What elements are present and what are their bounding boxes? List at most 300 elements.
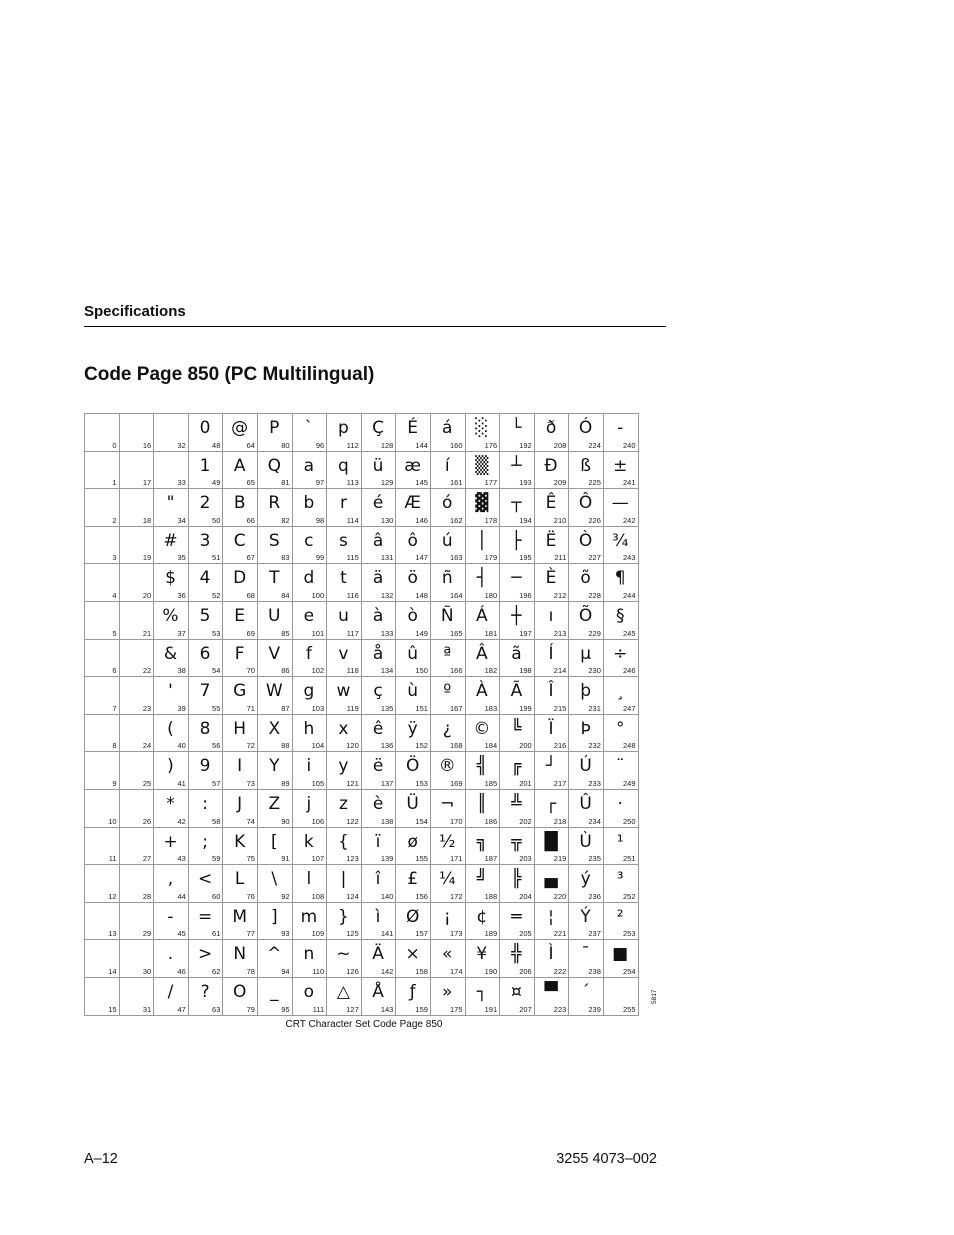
char-code: 185 [484,778,498,788]
char-glyph: o [303,981,315,1002]
char-cell [361,752,396,790]
char-glyph: └ [511,418,522,438]
char-code: 194 [519,515,532,525]
char-code: 175 [450,1004,463,1014]
char-glyph: ë [372,756,384,777]
char-code: 193 [519,478,532,488]
char-cell [534,451,569,489]
char-cell [223,902,258,940]
char-glyph: ı [548,605,554,626]
char-code: 196 [519,590,532,600]
table-caption: CRT Character Set Code Page 850 [285,1019,443,1030]
char-code: 176 [484,440,498,450]
char-glyph: / [167,981,174,1002]
char-glyph: + [163,831,178,852]
char-glyph: ╝ [476,869,487,890]
char-cell [257,902,292,940]
char-glyph: ½ [438,831,456,852]
char-code: 149 [415,628,428,638]
table-row [85,564,639,602]
char-code: 34 [177,515,186,525]
char-code: 169 [450,778,463,788]
char-cell [500,977,535,1015]
char-glyph: í [444,455,450,476]
char-glyph: é [372,493,384,514]
char-cell [292,827,327,865]
char-code: 163 [450,553,463,563]
char-code: 42 [177,816,186,826]
char-code: 46 [177,966,186,976]
char-glyph: ╩ [511,793,522,814]
char-glyph: h [303,718,315,739]
char-cell [430,414,465,452]
char-code: 238 [588,966,601,976]
char-code: 31 [142,1004,152,1014]
char-glyph: ¨ [615,756,625,777]
char-glyph: º [443,681,452,702]
char-code: 130 [380,515,394,525]
char-code: 117 [346,628,359,638]
char-code: 235 [588,854,601,864]
char-code: 50 [212,515,221,525]
char-cell [534,601,569,639]
char-cell [327,526,362,564]
char-cell [119,451,154,489]
running-header: Specifications [84,303,186,320]
document-number: 3255 4073–002 [556,1151,657,1167]
char-code: 7 [112,703,117,713]
char-cell [85,677,120,715]
char-code: 22 [142,666,152,676]
char-cell [257,752,292,790]
char-glyph: ╬ [511,944,522,965]
char-glyph: ` [304,418,314,438]
char-glyph: ã [511,643,522,664]
char-code: 79 [246,1004,255,1014]
char-cell [430,752,465,790]
char-cell [569,451,604,489]
char-code: 102 [311,666,325,676]
char-code: 224 [588,440,601,450]
char-glyph: Ý [580,906,591,927]
char-glyph: Å [372,981,384,1002]
char-code: 71 [246,703,255,713]
table-row [85,601,639,639]
char-code: 108 [311,891,325,901]
char-code: 17 [142,478,152,488]
char-cell [430,827,465,865]
char-cell [327,789,362,827]
char-cell [569,526,604,564]
char-code: 190 [484,966,498,976]
char-code: 170 [450,816,463,826]
char-code: 53 [212,628,221,638]
char-glyph: ' [168,681,173,702]
char-cell [154,940,189,978]
char-glyph: 1 [199,455,211,476]
char-cell [465,789,500,827]
char-glyph: Û [579,793,592,814]
char-cell [500,827,535,865]
char-glyph: b [303,493,315,514]
char-cell [569,865,604,903]
char-code: 231 [588,703,601,713]
char-glyph: ¼ [438,869,456,890]
char-cell [292,601,327,639]
char-code: 39 [177,703,186,713]
char-code: 57 [212,778,221,788]
char-code: 220 [553,891,567,901]
char-cell [361,714,396,752]
char-code: 201 [519,778,532,788]
char-code: 192 [519,440,532,450]
char-cell [603,564,638,602]
char-code: 124 [346,891,359,901]
char-code: 158 [415,966,428,976]
char-glyph: H [233,718,247,739]
char-code: 111 [312,1004,325,1014]
char-code: 28 [142,891,152,901]
char-glyph: ± [613,455,628,476]
char-glyph: v [338,643,349,664]
char-code: 36 [177,590,186,600]
char-glyph: T [269,568,280,589]
char-code: 167 [450,703,463,713]
char-glyph: ³ [616,869,624,890]
char-code: 212 [553,590,567,600]
char-code: 96 [315,440,325,450]
char-code: 64 [246,440,255,450]
char-code: 145 [415,478,428,488]
char-code: 86 [281,666,290,676]
char-cell [85,865,120,903]
char-cell [430,564,465,602]
char-cell [465,489,500,527]
char-code: 113 [346,478,359,488]
char-code: 179 [484,553,498,563]
char-glyph: ├ [511,530,522,551]
char-glyph: j [306,793,312,814]
char-glyph: P [269,418,280,438]
char-code: 126 [346,966,359,976]
char-cell [257,977,292,1015]
char-code: 127 [346,1004,359,1014]
table-row [85,827,639,865]
char-cell [119,827,154,865]
char-cell [292,714,327,752]
char-cell [119,639,154,677]
char-code: 139 [380,854,394,864]
char-cell [85,827,120,865]
char-code: 148 [415,590,428,600]
char-cell [430,940,465,978]
char-cell [223,451,258,489]
char-cell [603,451,638,489]
char-code: 186 [484,816,498,826]
char-cell [603,752,638,790]
char-glyph: è [372,793,384,814]
char-cell [500,789,535,827]
char-code: 244 [622,590,636,600]
char-cell [534,489,569,527]
char-cell [465,865,500,903]
char-code: 33 [177,478,186,488]
char-code: 83 [281,553,290,563]
char-cell [396,677,431,715]
char-code: 129 [380,478,394,488]
char-cell [465,414,500,452]
char-code: 208 [553,440,567,450]
char-cell [361,489,396,527]
char-cell [257,789,292,827]
char-code: 87 [281,703,290,713]
char-glyph: ¿ [442,718,452,739]
table-row [85,414,639,452]
char-glyph: x [338,718,349,739]
char-cell [154,827,189,865]
char-glyph: ( [167,718,174,739]
char-cell [361,902,396,940]
char-code: 233 [588,778,601,788]
char-code: 72 [246,741,255,751]
char-code: 183 [484,703,498,713]
char-code: 9 [112,778,117,788]
char-cell [500,451,535,489]
char-glyph: ì [375,906,381,927]
char-glyph: L [234,869,245,890]
char-glyph: Q [267,455,281,476]
char-cell [85,714,120,752]
char-code: 180 [484,590,498,600]
char-cell [154,639,189,677]
char-glyph: ┘ [545,756,557,777]
char-glyph: ┴ [511,455,522,476]
char-glyph: æ [404,455,421,476]
char-glyph: , [167,869,174,890]
char-cell [396,564,431,602]
char-cell [361,865,396,903]
char-cell [500,902,535,940]
char-cell [603,902,638,940]
char-code: 206 [519,966,532,976]
char-glyph: ú [441,530,453,551]
char-cell [430,489,465,527]
char-glyph: Ü [406,793,419,814]
char-cell [500,714,535,752]
char-code: 215 [553,703,567,713]
char-glyph: D [233,568,247,589]
char-cell [223,414,258,452]
char-cell [188,451,223,489]
char-code: 128 [380,440,394,450]
char-glyph: ÷ [613,643,628,664]
char-cell [292,451,327,489]
char-cell [465,940,500,978]
char-cell [292,865,327,903]
char-cell [85,489,120,527]
char-glyph: ® [438,756,456,777]
char-code: 119 [346,703,359,713]
char-glyph: ▓ [475,493,489,514]
char-cell [500,414,535,452]
char-glyph: Ú [579,756,592,777]
char-code: 90 [281,816,290,826]
char-cell [465,714,500,752]
char-glyph: t [340,568,347,589]
char-code: 92 [281,891,290,901]
char-code: 20 [142,590,152,600]
char-code: 107 [311,854,325,864]
char-cell [292,902,327,940]
char-cell [188,977,223,1015]
char-code: 125 [346,929,359,939]
char-glyph: l [306,869,312,890]
char-cell [188,902,223,940]
char-cell [569,977,604,1015]
char-glyph: ä [372,568,384,589]
char-glyph: O [232,981,247,1002]
char-glyph: 9 [199,756,211,777]
char-cell [292,677,327,715]
char-code: 218 [553,816,567,826]
char-cell [292,789,327,827]
table-row [85,865,639,903]
char-code: 166 [450,666,463,676]
char-cell [119,489,154,527]
char-cell [292,639,327,677]
char-cell [85,940,120,978]
char-code: 177 [484,478,498,488]
char-glyph: ó [442,493,453,514]
char-glyph: ╗ [476,831,487,852]
char-code: 195 [519,553,532,563]
char-code: 202 [519,816,532,826]
char-glyph: ) [167,756,174,777]
char-glyph: E [234,605,246,626]
char-glyph: À [476,681,488,702]
char-code: 234 [588,816,601,826]
char-cell [292,489,327,527]
char-code: 122 [346,816,359,826]
char-cell [569,827,604,865]
char-glyph: ª [443,643,452,664]
char-cell [465,564,500,602]
char-glyph: Ã [510,681,523,702]
char-cell [154,865,189,903]
char-cell [396,789,431,827]
char-code: 91 [281,854,290,864]
char-cell [603,714,638,752]
char-cell [119,714,154,752]
char-cell [85,414,120,452]
char-code: 237 [588,929,601,939]
char-cell [465,977,500,1015]
char-code: 242 [622,515,636,525]
char-cell [327,977,362,1015]
char-cell [327,414,362,452]
table-row [85,977,639,1015]
char-glyph: Ï [548,718,554,739]
char-cell [430,639,465,677]
char-cell [430,714,465,752]
char-cell [396,865,431,903]
char-cell [603,865,638,903]
char-glyph: │ [476,530,487,551]
char-glyph: B [233,493,246,514]
char-cell [257,414,292,452]
char-code: 134 [380,666,394,676]
char-glyph: m [300,906,318,927]
char-code: 78 [246,966,255,976]
char-code: 230 [588,666,601,676]
char-code: 67 [246,553,255,563]
char-code: 209 [553,478,567,488]
char-code: 49 [212,478,221,488]
char-code: 0 [112,440,117,450]
char-code: 23 [142,703,152,713]
table-row [85,789,639,827]
char-glyph: Ô [578,493,593,514]
char-cell [430,865,465,903]
char-cell [534,789,569,827]
char-glyph: ^ [267,944,282,965]
char-cell [465,752,500,790]
char-code: 114 [346,515,359,525]
char-code: 65 [246,478,255,488]
char-glyph: ý [580,869,591,890]
char-code: 12 [108,891,117,901]
char-cell [188,940,223,978]
char-glyph: » [442,981,453,1002]
char-code: 187 [484,854,498,864]
char-cell [223,489,258,527]
char-glyph: ð [545,418,557,438]
char-glyph: É [407,418,419,438]
char-cell [292,940,327,978]
char-glyph: Z [268,793,281,814]
char-glyph: ╣ [476,756,487,777]
char-cell [500,639,535,677]
char-cell [257,451,292,489]
char-glyph: N [233,944,247,965]
char-glyph: { [338,831,349,852]
char-code: 80 [281,440,290,450]
char-cell [292,752,327,790]
character-set-table [84,413,639,1016]
char-glyph: ¢ [476,906,488,927]
char-code: 173 [450,929,463,939]
char-glyph: â [372,530,384,551]
char-cell [534,752,569,790]
char-cell [465,677,500,715]
char-code: 154 [415,816,428,826]
char-glyph: ~ [336,944,351,965]
char-cell [534,639,569,677]
char-cell [361,940,396,978]
char-glyph: 4 [199,568,211,589]
char-code: 141 [380,929,394,939]
char-glyph: ║ [476,793,487,814]
char-code: 4 [112,590,117,600]
char-cell [465,902,500,940]
char-glyph: > [197,944,213,965]
char-cell [465,601,500,639]
char-cell [188,601,223,639]
char-code: 225 [588,478,601,488]
char-cell [292,414,327,452]
char-glyph: · [617,793,623,814]
char-cell [292,977,327,1015]
